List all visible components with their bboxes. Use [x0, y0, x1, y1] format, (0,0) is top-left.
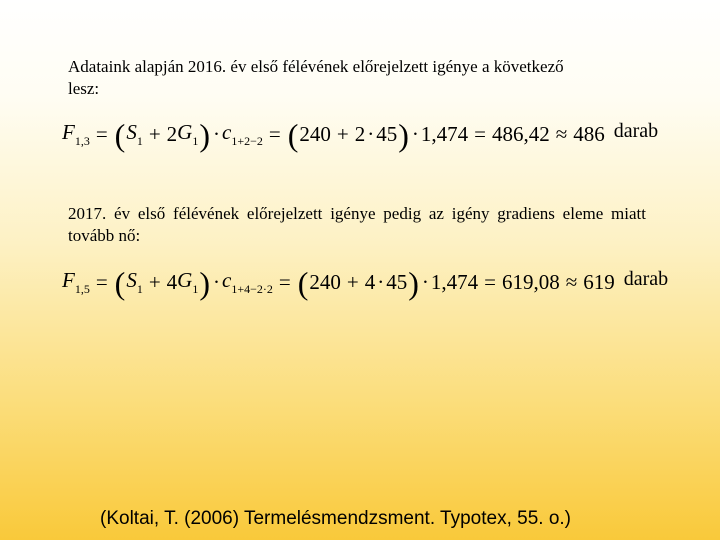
- plus-sign: +: [148, 121, 161, 146]
- close-paren: ): [199, 265, 210, 301]
- gradient-value: 45: [376, 121, 398, 146]
- plus-sign: +: [336, 121, 349, 146]
- result-value: 486,42: [491, 121, 550, 146]
- paragraph-second: 2017. év első félévének előrejelzett igénye pedig az igény gradiens eleme miatt tovább nő:: [68, 204, 646, 245]
- gradient-coefficient: 4: [166, 269, 178, 294]
- seasonal-value: 1,474: [430, 269, 479, 294]
- rounded-value: 486: [573, 121, 605, 146]
- equals-sign: =: [278, 269, 291, 294]
- equals-sign: =: [484, 269, 496, 294]
- plus-sign: +: [148, 269, 161, 294]
- multiply-dot: ·: [421, 269, 429, 294]
- coefficient-value: 2: [354, 121, 366, 146]
- gradient-coefficient: 2: [166, 121, 178, 146]
- multiply-dot: ·: [213, 121, 220, 146]
- unit-label: darab: [623, 267, 669, 290]
- open-paren: (: [114, 265, 126, 301]
- formula-lhs: $F_{1,3}$: [62, 119, 90, 148]
- approx-sign: ≈: [565, 269, 578, 294]
- equals-sign: =: [268, 121, 281, 146]
- multiply-dot: ·: [367, 121, 375, 146]
- equals-sign: =: [95, 269, 108, 294]
- close-paren: ): [398, 117, 409, 153]
- level-term: $S_1$: [126, 267, 143, 296]
- seasonal-factor: $c_{1+4-2\cdot 2}$: [222, 267, 273, 296]
- formula-2016: [62, 114, 658, 154]
- unit-label: darab: [613, 119, 659, 142]
- level-term: $S_1$: [126, 119, 143, 148]
- coefficient-value: 4: [364, 269, 376, 294]
- multiply-dot: ·: [377, 269, 385, 294]
- close-paren: ): [408, 265, 419, 301]
- seasonal-value: 1,474: [420, 121, 469, 146]
- open-paren: (: [114, 117, 126, 153]
- equals-sign: =: [95, 121, 108, 146]
- multiply-dot: ·: [411, 121, 419, 146]
- open-paren: (: [297, 265, 309, 301]
- paragraph-intro: Adataink alapján 2016. év első félévének előrejelzett igénye a következő lesz:: [68, 57, 564, 98]
- rounded-value: 619: [583, 269, 615, 294]
- approx-sign: ≈: [555, 121, 568, 146]
- seasonal-factor: $c_{1+2-2}$: [222, 119, 263, 148]
- gradient-term: $G_1$: [177, 119, 199, 148]
- multiply-dot: ·: [213, 269, 220, 294]
- formula-2017: [62, 262, 668, 302]
- plus-sign: +: [346, 269, 359, 294]
- close-paren: ): [199, 117, 210, 153]
- equals-sign: =: [474, 121, 486, 146]
- gradient-value: 45: [386, 269, 408, 294]
- level-value: 240: [309, 269, 341, 294]
- open-paren: (: [287, 117, 299, 153]
- formula-lhs: $F_{1,5}$: [62, 267, 90, 296]
- level-value: 240: [299, 121, 331, 146]
- citation: (Koltai, T. (2006) Termelésmendzsment. Typotex, 55. o.): [100, 508, 572, 529]
- result-value: 619,08: [501, 269, 560, 294]
- gradient-term: $G_1$: [177, 267, 199, 296]
